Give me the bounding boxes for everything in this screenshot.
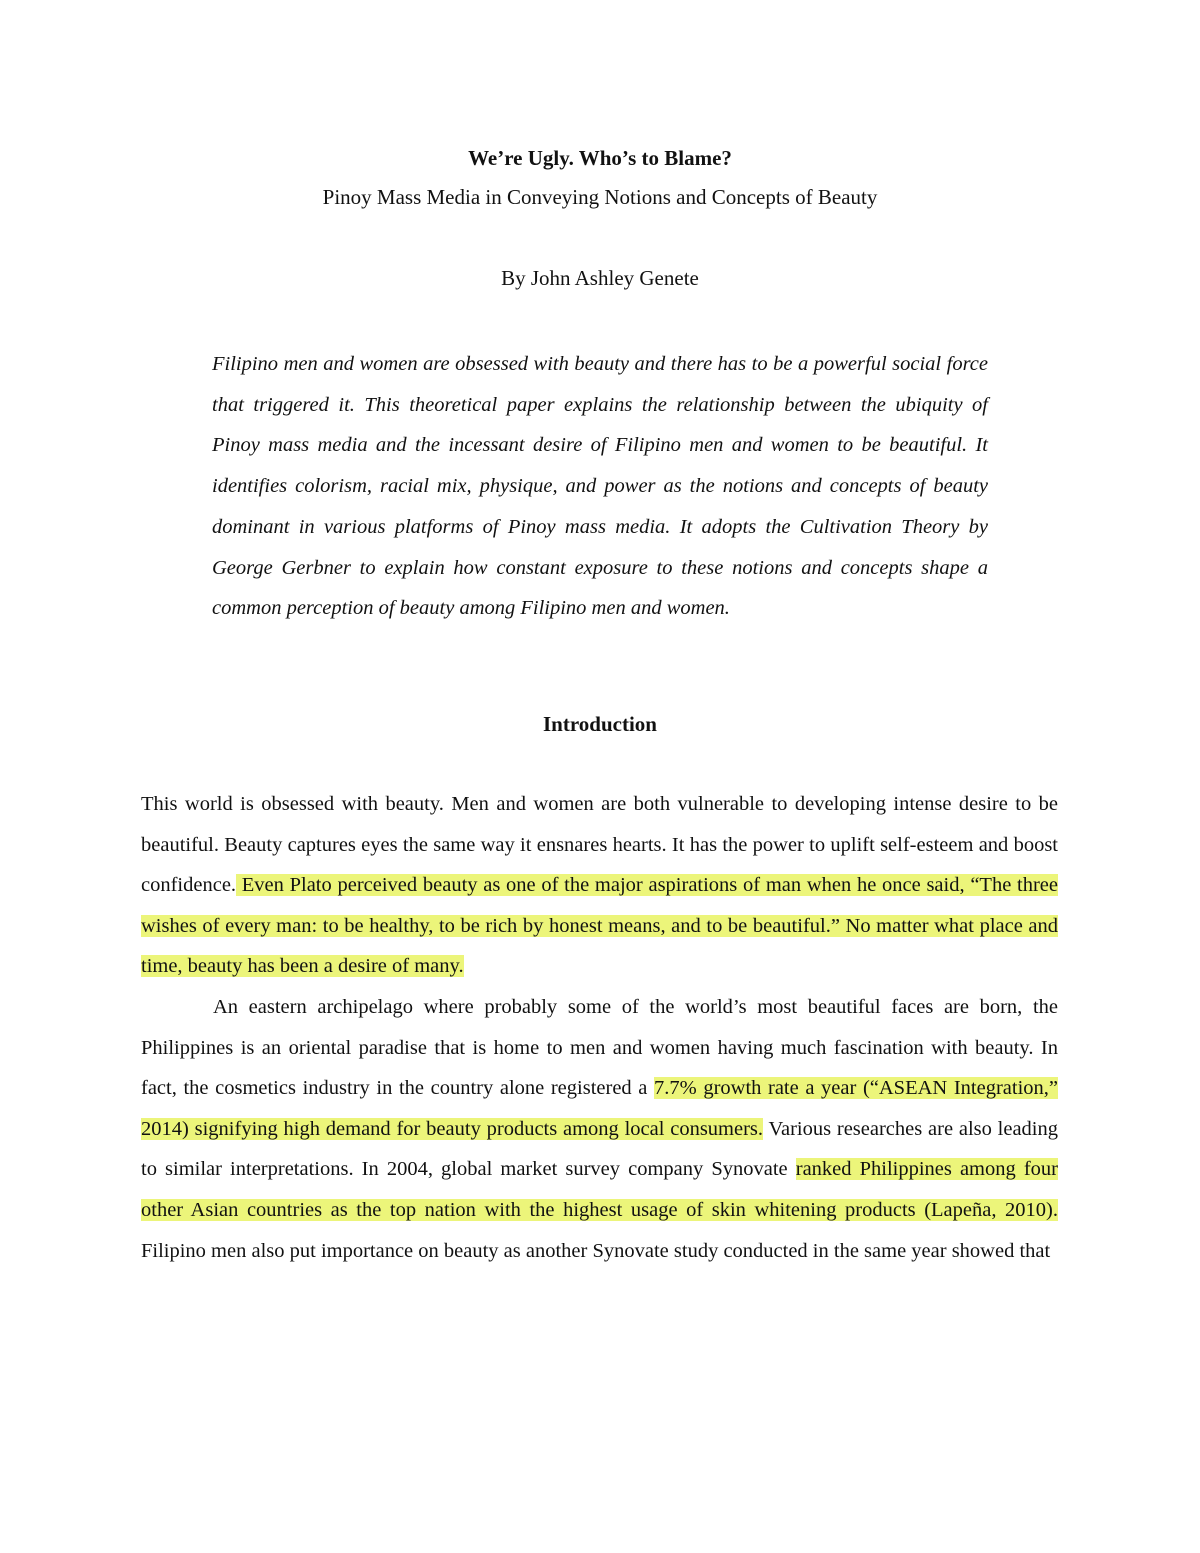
author-byline: By John Ashley Genete [501,266,699,290]
highlighted-text: 7.7% growth rate a year (“ASEAN Integration,” 2014) signifying high demand for beauty products among local consumers. [141,1077,1058,1140]
paragraph-2 [141,987,1058,1271]
paper-subtitle: Pinoy Mass Media in Conveying Notions and Concepts of Beauty [322,185,878,209]
highlighted-text: ranked Philippines among four other Asian countries as the top nation with the highest usage of skin whitening products (Lapeña, 2010). [141,1158,1058,1221]
paragraph-text: This world is obsessed with beauty. Men and women are both vulnerable to developing intense desire to be beautiful. Beauty captures eyes the same way it ensnares hearts. It has the power to uplift self-esteem and boost confidence. [141,793,1058,897]
abstract: Filipino men and women are obsessed with beauty and there has to be a powerful social force that triggered it. This theoretical paper explains the relationship between the ubiquity of Pinoy mass media and the incessant desire of Filipino men and women to be beautiful. It identifies colorism, racial mix, physique, and power as the notions and concepts of beauty dominant in various platforms of Pinoy mass media. It adopts the Cultivation Theory by George Gerbner to explain how constant exposure to these notions and concepts shape a common perception of beauty among Filipino men and women. [212,353,988,620]
paragraph-text: Various researches are also leading to similar interpretations. In 2004, global market survey company Synovate [141,1117,1058,1181]
paragraph-text: Filipino men also put importance on beauty as another Synovate study conducted in the same year showed that [141,1239,1051,1262]
paragraph-text: An eastern archipelago where probably some of the world’s most beautiful faces are born, the Philippines is an oriental paradise that is home to men and women having much fascination with beauty. In fact, the cosmetics industry in the country alone registered a [141,995,1058,1100]
section-heading-introduction: Introduction [543,712,657,736]
paragraph-1 [141,784,1058,987]
paper-title: We’re Ugly. Who’s to Blame? [468,146,732,170]
introduction-body [141,784,1058,1271]
highlighted-text: Even Plato perceived beauty as one of the major aspirations of man when he once said, “The three wishes of every man: to be healthy, to be rich by honest means, and to be beautiful.” No matter what place and time, beauty has been a desire of many. [141,874,1058,978]
